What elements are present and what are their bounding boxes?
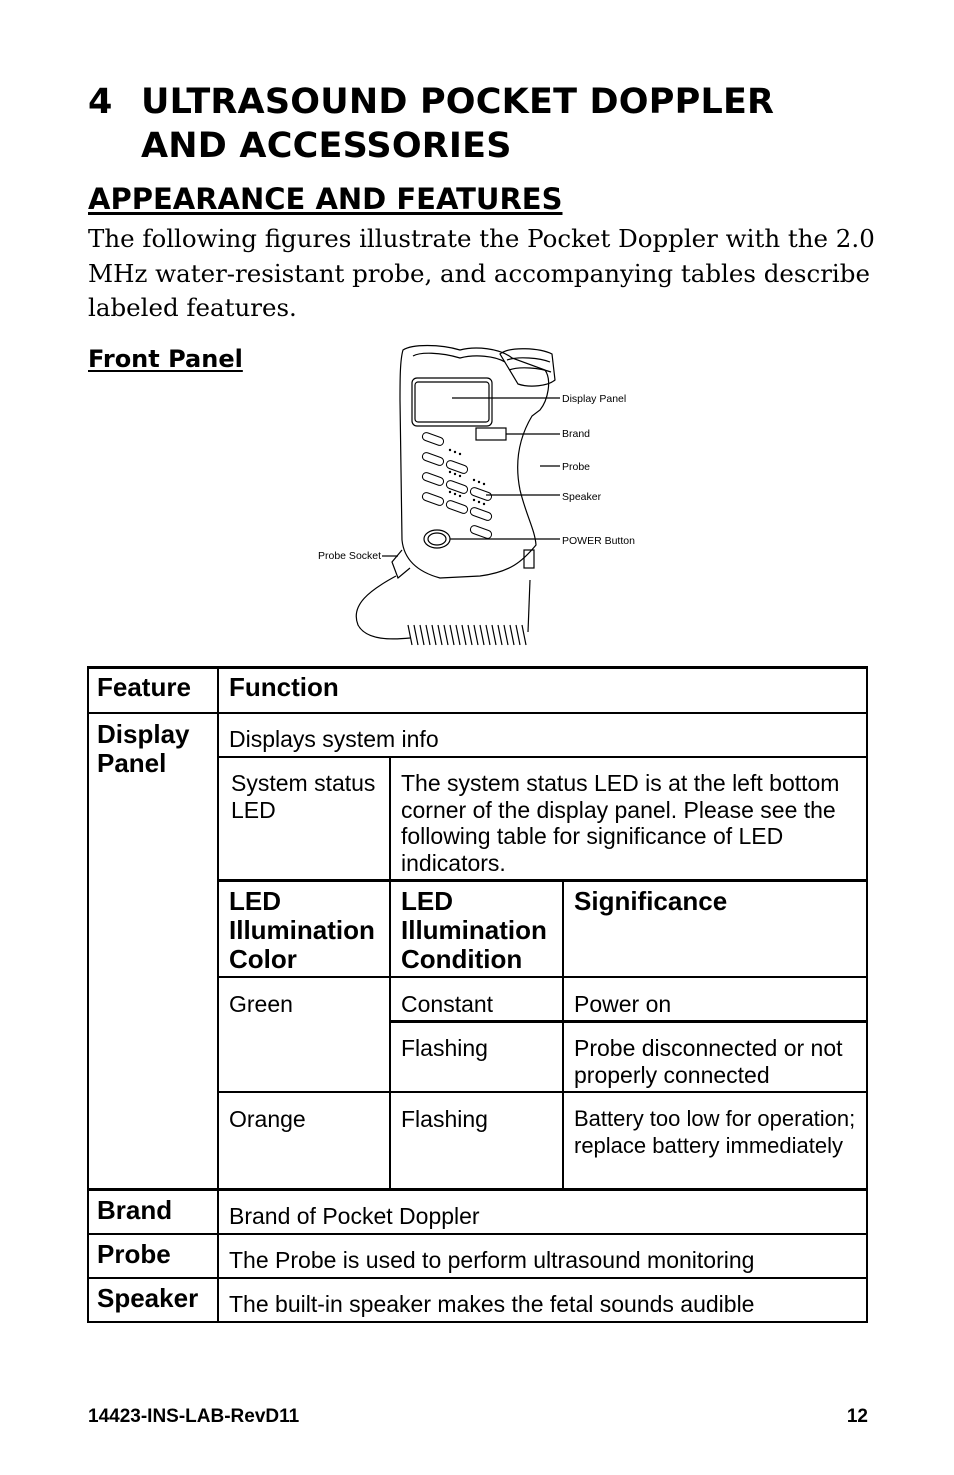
- led-row-significance: Probe disconnected or not properly connected: [574, 1035, 843, 1088]
- table-rule: [218, 879, 868, 882]
- led-row-significance: Power on: [574, 991, 672, 1017]
- chapter-number: 4: [88, 82, 113, 122]
- feature-brand: Brand: [97, 1195, 173, 1225]
- front-panel-heading: Front Panel: [88, 345, 243, 373]
- page-number: 12: [846, 1406, 868, 1427]
- label-probe: Probe: [562, 461, 591, 473]
- function-brand: Brand of Pocket Doppler: [229, 1203, 480, 1229]
- intro-paragraph: The following figures illustrate the Pocket Doppler with the 2.0 MHz water-resistant probe, and accompanying tables describe labeled features.: [88, 224, 875, 322]
- doppler-front-figure: [300, 340, 660, 655]
- function-speaker: The built-in speaker makes the fetal sounds audible: [229, 1291, 755, 1317]
- table-rule: [87, 1233, 868, 1235]
- led-row-condition: Flashing: [401, 1035, 488, 1061]
- table-rule: [218, 756, 868, 758]
- feature-table: [87, 666, 868, 1324]
- section-title: APPEARANCE AND FEATURES: [88, 182, 563, 216]
- label-display-panel: Display Panel: [562, 393, 627, 405]
- feature-speaker: Speaker: [97, 1283, 199, 1313]
- table-border-bottom: [87, 1321, 868, 1323]
- function-display-panel: Displays system info: [229, 726, 439, 752]
- label-power-button: POWER Button: [562, 535, 635, 547]
- status-led-description: The system status LED is at the left bottom corner of the display panel. Please see the following table for significance of LED indicators.: [401, 770, 840, 876]
- led-header-color: LED Illumination Color: [229, 886, 375, 974]
- led-header-condition: LED Illumination Condition: [401, 886, 547, 974]
- header-function: Function: [229, 672, 339, 702]
- led-row-significance: Battery too low for operation; replace battery immediately: [574, 1106, 856, 1158]
- led-row-color: Orange: [229, 1106, 306, 1132]
- document-id: 14423-INS-LAB-RevD11: [88, 1406, 300, 1427]
- label-speaker: Speaker: [562, 491, 602, 503]
- table-rule: [87, 1188, 868, 1191]
- header-feature: Feature: [97, 672, 191, 702]
- table-border-right: [866, 666, 868, 1323]
- status-led-label: System status LED: [231, 770, 376, 823]
- led-row-condition: Constant: [401, 991, 494, 1017]
- table-rule: [87, 1277, 868, 1279]
- label-brand: Brand: [562, 428, 591, 440]
- led-row-color: Green: [229, 991, 293, 1017]
- chapter-title-text: ULTRASOUND POCKET DOPPLER AND ACCESSORIES: [141, 82, 775, 166]
- label-probe-socket: Probe Socket: [318, 550, 382, 562]
- led-header-significance: Significance: [574, 886, 728, 916]
- function-probe: The Probe is used to perform ultrasound monitoring: [229, 1247, 755, 1273]
- feature-display-panel: Display Panel: [97, 719, 190, 778]
- table-border-top: [87, 666, 868, 669]
- doppler-illustration: [300, 340, 660, 655]
- table-rule: [218, 976, 868, 978]
- table-rule: [218, 1091, 868, 1093]
- led-row-condition: Flashing: [401, 1106, 488, 1132]
- table-rule: [87, 712, 868, 714]
- table-rule: [390, 1020, 868, 1023]
- feature-probe: Probe: [97, 1239, 171, 1269]
